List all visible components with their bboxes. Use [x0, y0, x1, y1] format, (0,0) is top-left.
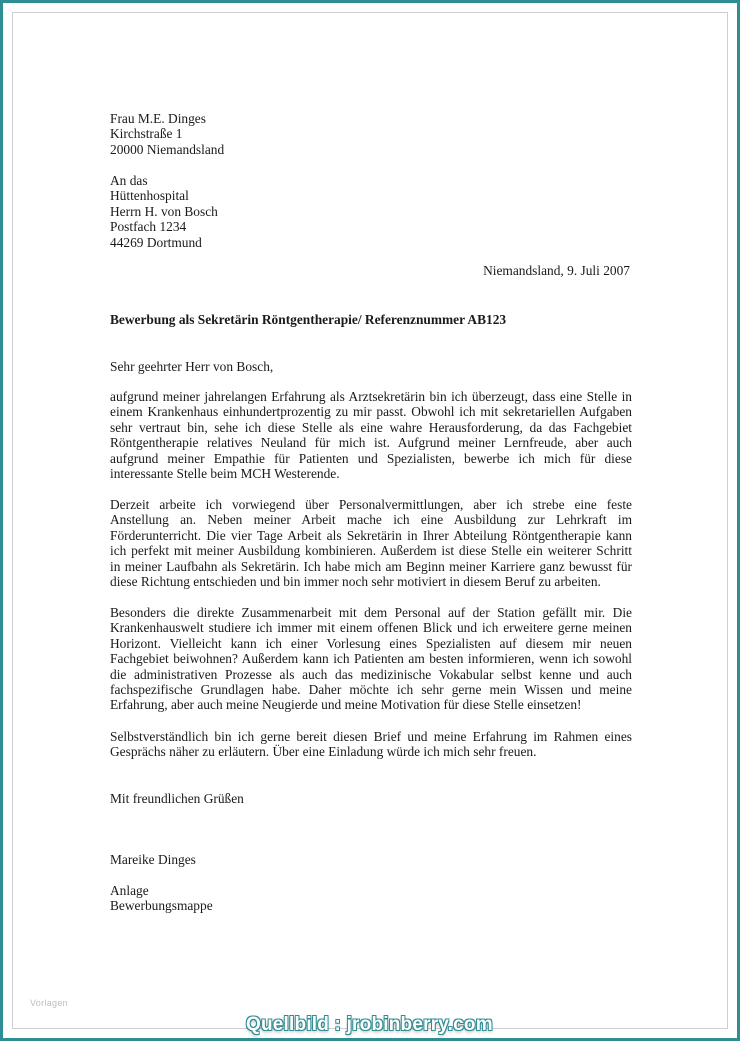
paragraph-line: Derzeit arbeite ich vorwiegend über Personalvermittlungen, aber ich strebe eine feste	[110, 497, 632, 512]
salutation: Sehr geehrter Herr von Bosch,	[110, 359, 274, 374]
paragraph-line: Anstellung an. Neben meiner Arbeit mache ich eine Ausbildung zur Lehrkraft im	[110, 512, 632, 528]
paragraph-line: in meiner Laufbahn als Sekretärin. Ich habe mich am Beginn meiner Karriere ganz bewusst für	[110, 558, 632, 574]
sender-street: Kirchstraße 1	[110, 126, 183, 142]
paragraph-line: aufgrund meiner Empathie für Patienten und Spezialisten, bewerbe ich mich für diese	[110, 450, 632, 466]
paragraph-line: Selbstverständlich bin ich gerne bereit diesen Brief und meine Erfahrung im Rahmen eines	[110, 729, 632, 744]
paragraph-line: Fachgebiet beiwohnen? Außerdem kann ich Patienten am besten informieren, wenn ich sowohl	[110, 651, 632, 667]
watermark-text: Vorlagen	[30, 998, 68, 1008]
paragraph-line: fachspezifische Grundlagen habe. Daher möchte ich sehr gerne mein Wissen und meine	[110, 682, 632, 698]
paragraph-line: interessante Stelle beim MCH Westerende.	[110, 466, 340, 482]
recipient-line: 44269 Dortmund	[110, 234, 202, 250]
salutation-block	[110, 359, 632, 374]
paragraph-line: Gesprächs näher zu erläutern. Über eine Einladung würde ich mich sehr freuen.	[110, 744, 537, 760]
body-paragraph	[110, 729, 632, 760]
paragraph-line: Krankenhauswelt studiere ich immer mit einem offenen Blick und ich erweitere gerne meinen	[110, 620, 632, 636]
body-paragraph	[110, 605, 632, 713]
sender-name: Frau M.E. Dinges	[110, 111, 206, 126]
enclosure-item: Bewerbungsmappe	[110, 898, 213, 914]
recipient-address	[110, 173, 632, 250]
subject-block	[110, 312, 632, 327]
paragraph-line: sehr vertraut bin, sehe ich diese Stelle als eine wahre Herausforderung, da das Fachgebiet	[110, 419, 632, 435]
recipient-line: Postfach 1234	[110, 219, 187, 235]
paragraph-line: Förderunterricht. Die vier Tage Arbeit als Sekretärin in Ihrer Abteilung Röntgentherapie kann	[110, 527, 632, 543]
enclosure-label: Anlage	[110, 883, 149, 898]
body-paragraph	[110, 389, 632, 481]
paragraph-line: Besonders die direkte Zusammenarbeit mit dem Personal auf der Station gefällt mir. Die	[110, 605, 632, 620]
enclosure-block	[110, 883, 632, 914]
recipient-line: Hüttenhospital	[110, 188, 189, 204]
paragraph-line: die administrativen Prozesse als auch das medizinische Vokabular selbst kenne und auch	[110, 666, 632, 682]
paragraph-line: Erfahrung, aber auch meine Neugierde und meine Motivation für diese Stelle einsetzen!	[110, 697, 582, 713]
letter-subject: Bewerbung als Sekretärin Röntgentherapie/ Referenznummer AB123	[110, 312, 507, 327]
closing: Mit freundlichen Grüßen	[110, 791, 244, 806]
letter-date: Niemandsland, 9. Juli 2007	[483, 263, 630, 278]
paragraph-line: einem Krankenhaus einhundertprozentig zu mir passt. Obwohl ich mit sekretariellen Aufgaben	[110, 404, 632, 420]
recipient-line: Herrn H. von Bosch	[110, 203, 218, 219]
paragraph-line: Horizont. Vielleicht kann ich einer Vorlesung eines Spezialisten auf diesem mir neuen	[110, 635, 632, 651]
body-paragraph	[110, 497, 632, 589]
signature-block	[110, 852, 632, 867]
closing-block	[110, 791, 632, 806]
recipient-line: An das	[110, 173, 148, 188]
paragraph-line: aufgrund meiner jahrelangen Erfahrung als Arztsekretärin bin ich überzeugt, dass eine Stelle in	[110, 389, 632, 404]
paragraph-line: ich perfekt mit meiner Ausbildung kombinieren. Außerdem ist diese Stelle ein weiterer Schritt	[110, 543, 632, 559]
paragraph-line: diese Richtung entschieden und bin immer noch sehr motiviert in diesem Beruf zu arbeiten.	[110, 574, 601, 590]
signature-name: Mareike Dinges	[110, 852, 196, 867]
source-credit: Quellbild : jrobinberry.com	[246, 1014, 493, 1035]
sender-address	[110, 111, 632, 157]
sender-city: 20000 Niemandsland	[110, 141, 225, 157]
paragraph-line: Röntgentherapie relatives Neuland für mich ist. Aufgrund meiner Lernfreude, aber auch	[110, 435, 632, 451]
